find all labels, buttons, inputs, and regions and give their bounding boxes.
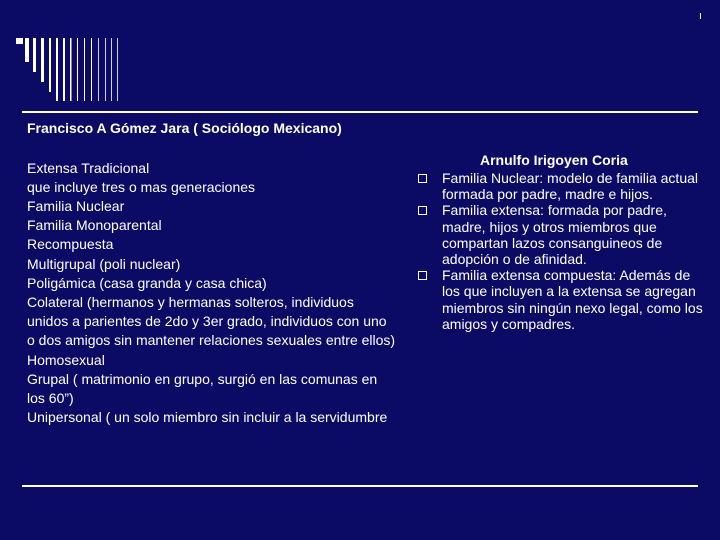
square-bullet-icon <box>418 174 427 183</box>
list-item <box>418 202 710 267</box>
list-item: Recompuesta <box>27 236 114 253</box>
list-item-text: Familia extensa: formada por padre, madre, hijos y otros miembros que compartan lazos consanguineos de adopción o de afinidad. <box>442 202 667 268</box>
right-family-list <box>418 170 710 332</box>
list-item: Familia Nuclear <box>27 197 125 214</box>
square-bullet-icon <box>418 271 427 280</box>
right-column <box>418 151 710 332</box>
list-item: Grupal ( matrimonio en grupo, surgió en las comunas en los 60”) <box>27 370 378 406</box>
list-item <box>418 267 710 332</box>
list-item-text: Familia extensa compuesta: Además de los que incluyen a la extensa se agregan miembros sin ningún nexo legal, como los amigos y compadres. <box>442 267 703 332</box>
bottom-divider <box>22 485 698 487</box>
list-item: Unipersonal ( un solo miembro sin incluir a la servidumbre <box>27 409 388 426</box>
list-item-text: Familia Nuclear: modelo de familia actual formada por padre, madre e hijos. <box>442 170 698 203</box>
decorative-bars <box>16 0 716 110</box>
left-column-title: Francisco A Gómez Jara ( Sociólogo Mexicano) <box>27 120 342 136</box>
list-item <box>418 170 710 202</box>
list-item: Extensa Tradicional <box>27 159 150 176</box>
list-item: Multigrupal (poli nuclear) <box>27 255 181 272</box>
right-column-title: Arnulfo Irigoyen Coria <box>480 152 628 168</box>
list-item: Poligámica (casa granda y casa chica) <box>27 274 267 291</box>
left-family-list <box>27 159 397 428</box>
list-item: Colateral (hermanos y hermanas solteros, individuos unidos a parientes de 2do y 3er grado, individuos con uno o dos amigos sin mantener relaciones sexuales entre ellos) <box>27 293 396 349</box>
square-bullet-icon <box>418 206 427 215</box>
top-divider <box>22 111 698 113</box>
list-item: Familia Monoparental <box>27 217 162 234</box>
list-item: que incluye tres o mas generaciones <box>27 178 256 195</box>
left-column <box>27 119 397 427</box>
list-item: Homosexual <box>27 351 105 368</box>
